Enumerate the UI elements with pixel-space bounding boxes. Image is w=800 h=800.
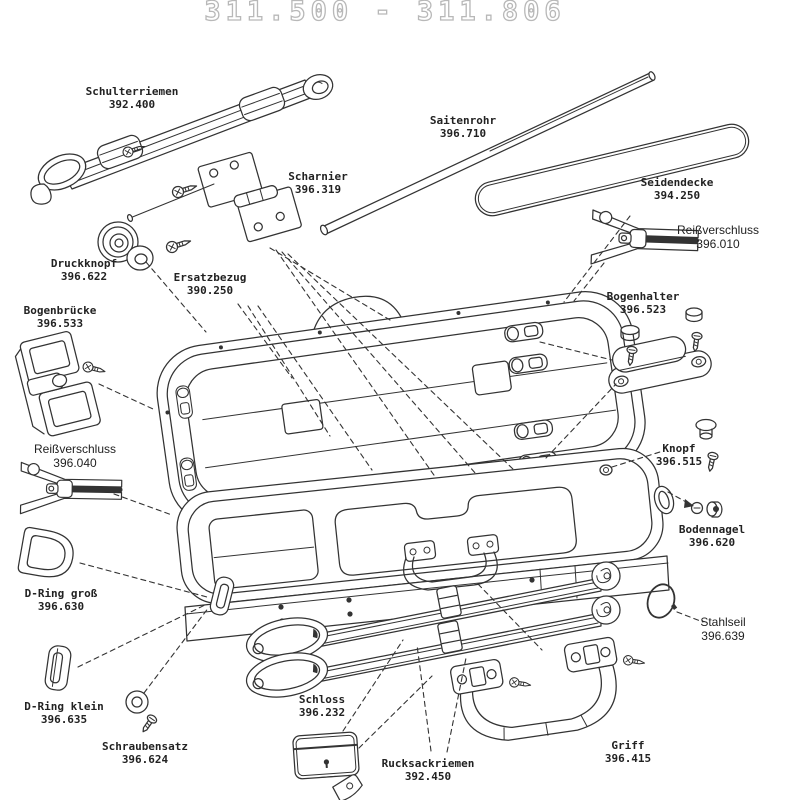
lock — [293, 732, 365, 800]
label-schloss: Schloss 396.232 — [298, 693, 346, 719]
label-reissverschluss-010: Reißverschluss 396.010 — [676, 223, 760, 251]
label-seidendecke: Seidendecke 394.250 — [640, 176, 714, 202]
label-saitenrohr: Saitenrohr 396.710 — [429, 114, 497, 140]
page-title: 311.500 - 311.806 — [204, 0, 566, 27]
label-druckknopf: Druckknopf 396.622 — [50, 257, 118, 283]
bow-bridge — [13, 329, 107, 440]
label-scharnier: Scharnier 396.319 — [288, 170, 348, 196]
d-ring-small — [44, 645, 72, 692]
zipper-396040 — [20, 462, 122, 515]
label-rucksackriemen: Rucksackriemen 392.450 — [381, 757, 475, 783]
label-bogenhalter: Bogenhalter 396.523 — [606, 290, 680, 316]
label-bodennagel: Bodennagel 396.620 — [678, 523, 746, 549]
label-d-ring-gross: D-Ring groß 396.630 — [24, 587, 98, 613]
label-d-ring-klein: D-Ring klein 396.635 — [24, 700, 104, 726]
label-bogenbruecke: Bogenbrücke 396.533 — [23, 304, 97, 330]
d-ring-large — [17, 527, 76, 581]
label-stahlseil: Stahlseil 396.639 — [700, 615, 746, 643]
label-schulterriemen: Schulterriemen 392.400 — [85, 85, 179, 111]
label-griff: Griff 396.415 — [604, 739, 652, 765]
screw-set — [126, 691, 158, 735]
bottom-nail — [692, 502, 722, 517]
label-knopf: Knopf 396.515 — [655, 442, 703, 468]
label-schraubensatz: Schraubensatz 396.624 — [101, 740, 189, 766]
label-ersatzbezug: Ersatzbezug 390.250 — [173, 271, 247, 297]
label-reissverschluss-040: Reißverschluss 396.040 — [33, 442, 117, 470]
silk-blanket — [472, 121, 752, 219]
